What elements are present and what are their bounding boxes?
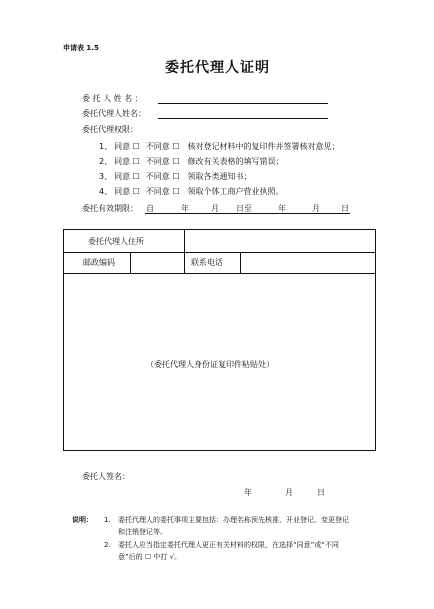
permission-row-2 [99, 157, 284, 167]
disagree-checkbox[interactable]: 不同意 ☐ [145, 142, 180, 151]
permission-row-1 [99, 142, 340, 152]
agree-checkbox[interactable]: 同意 ☐ [114, 142, 140, 151]
permission-text: 领取各类通知书； [187, 172, 252, 181]
note-text: 意”后的 ☐ 中打 √。 [118, 553, 182, 561]
permission-number: 4、 [99, 187, 113, 196]
authority-label: 委托代理权限： [82, 125, 138, 134]
permission-row-3 [99, 172, 252, 182]
note-number: 1. [104, 516, 111, 524]
permission-text: 领取个体工商户营业执照。 [187, 187, 284, 196]
phone-label: 联系电话 [191, 258, 223, 267]
agent-name-label: 委托代理人姓名： [82, 109, 146, 118]
table-divider [63, 252, 376, 253]
notes-label: 说明： [72, 516, 93, 524]
agree-checkbox[interactable]: 同意 ☐ [114, 172, 140, 181]
note-text: 委托代理人的委托事项主要包括：办理名称预先核准、开业登记、变更登记 [118, 516, 349, 524]
permission-text: 修改有关表格的填写错误； [187, 157, 284, 166]
validity-label: 委托有效期限： [82, 204, 138, 213]
permission-number: 1、 [99, 142, 113, 151]
disagree-checkbox[interactable]: 不同意 ☐ [145, 157, 180, 166]
table-divider [184, 229, 185, 273]
signature-label: 委托人签名： [82, 472, 130, 481]
agree-checkbox[interactable]: 同意 ☐ [114, 157, 140, 166]
note-number: 2. [104, 541, 111, 549]
date-month: 月 [285, 488, 293, 497]
principal-name-field[interactable] [158, 103, 328, 104]
validity-day-to: 日至 [236, 204, 252, 213]
id-copy-area-label: （委托代理人身份证复印件粘贴处） [146, 360, 274, 369]
postal-code-label: 邮政编码 [83, 258, 115, 267]
note-text: 和注销登记等。 [118, 528, 167, 536]
permission-text: 核对登记材料中的复印件并签署核对意见； [187, 142, 340, 151]
permission-number: 3、 [99, 172, 113, 181]
table-divider [130, 252, 131, 273]
address-field[interactable] [186, 231, 374, 251]
validity-year: 年 [181, 204, 189, 213]
validity-year-end: 年 [278, 204, 286, 213]
validity-day-end: 日 [341, 204, 349, 213]
address-label: 委托代理人住所 [88, 237, 144, 246]
note-text: 委托人应当指定委托代理人更正有关材料的权限，在选择“同意”或“不同 [118, 541, 339, 549]
date-year: 年 [244, 488, 252, 497]
agree-checkbox[interactable]: 同意 ☐ [114, 187, 140, 196]
disagree-checkbox[interactable]: 不同意 ☐ [145, 187, 180, 196]
form-code: 申请表 1.5 [63, 44, 99, 52]
permission-number: 2、 [99, 157, 113, 166]
principal-name-label: 委 托 人 姓 名 ： [82, 94, 143, 103]
validity-month-end: 月 [312, 204, 320, 213]
postal-code-field[interactable] [132, 254, 183, 272]
table-divider [240, 252, 241, 273]
disagree-checkbox[interactable]: 不同意 ☐ [145, 172, 180, 181]
page-title: 委托代理人证明 [165, 60, 270, 76]
table-divider [63, 273, 376, 274]
date-day: 日 [317, 488, 325, 497]
phone-field[interactable] [242, 254, 374, 272]
permission-row-4 [99, 187, 284, 197]
validity-month: 月 [211, 204, 219, 213]
agent-name-field[interactable] [158, 118, 328, 119]
validity-from: 自 [146, 204, 154, 213]
